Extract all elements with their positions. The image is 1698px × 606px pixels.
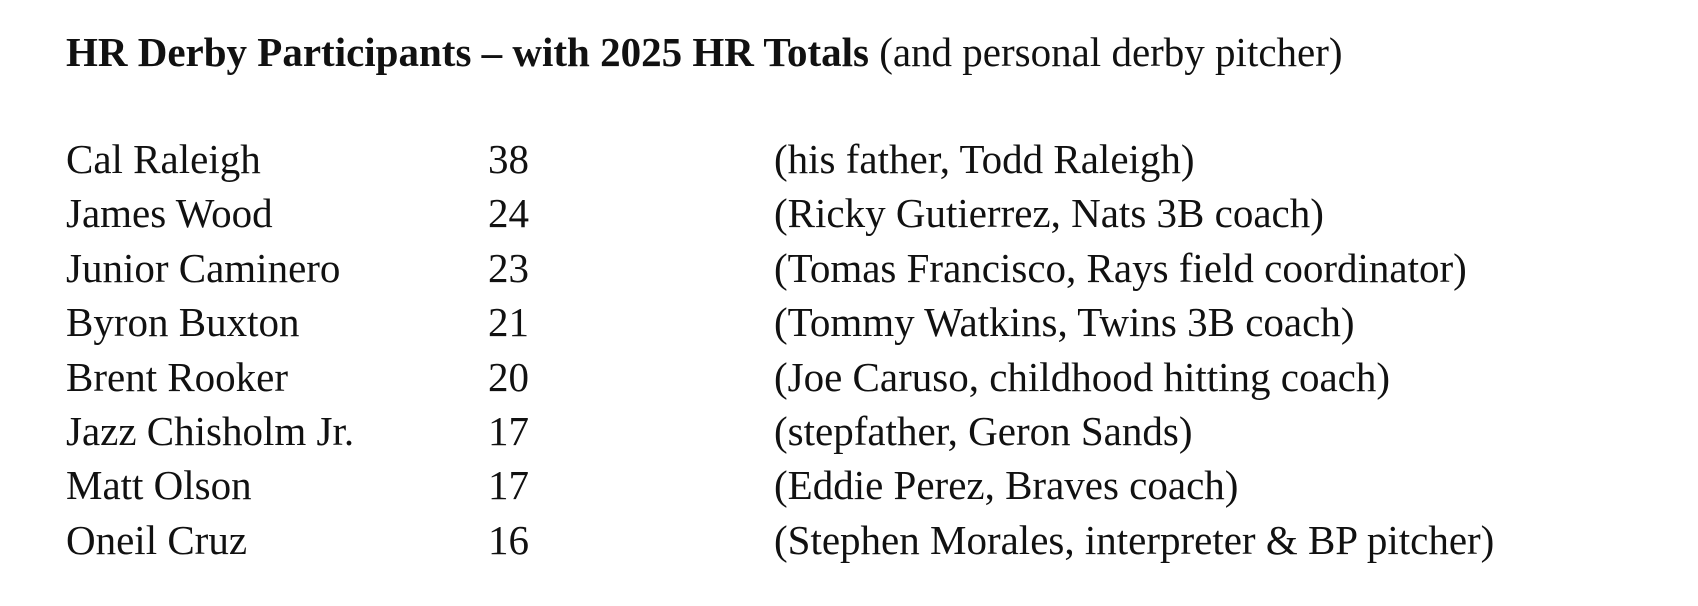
page-title	[66, 24, 1666, 80]
hr-total: 23	[488, 244, 529, 291]
hr-total: 21	[488, 299, 529, 346]
player-name: Byron Buxton	[66, 299, 300, 346]
title-main: HR Derby Participants – with 2025 HR Totals	[66, 29, 869, 75]
player-name: Junior Caminero	[66, 244, 341, 291]
participants-list	[66, 132, 1666, 567]
derby-pitcher: (Eddie Perez, Braves coach)	[774, 462, 1239, 509]
derby-pitcher: (Stephen Morales, interpreter & BP pitcher)	[774, 516, 1495, 563]
participant-row	[66, 186, 1666, 240]
player-name: Oneil Cruz	[66, 516, 248, 563]
derby-pitcher: (Tomas Francisco, Rays field coordinator)	[774, 244, 1467, 291]
derby-pitcher: (stepfather, Geron Sands)	[774, 407, 1193, 454]
participant-row	[66, 513, 1666, 567]
title-note: (and personal derby pitcher)	[868, 29, 1343, 75]
player-name: Matt Olson	[66, 462, 252, 509]
derby-pitcher: (Ricky Gutierrez, Nats 3B coach)	[774, 190, 1324, 237]
participant-row	[66, 404, 1666, 458]
hr-total: 16	[488, 516, 529, 563]
hr-total: 17	[488, 462, 529, 509]
player-name: Brent Rooker	[66, 353, 289, 400]
player-name: Cal Raleigh	[66, 136, 261, 182]
hr-total: 17	[488, 407, 529, 454]
participant-row	[66, 241, 1666, 295]
hr-total: 24	[488, 190, 529, 237]
derby-pitcher: (Tommy Watkins, Twins 3B coach)	[774, 299, 1355, 346]
participant-row	[66, 132, 1666, 186]
player-name: Jazz Chisholm Jr.	[66, 407, 355, 454]
derby-pitcher: (his father, Todd Raleigh)	[774, 136, 1195, 182]
document	[66, 24, 1666, 563]
derby-pitcher: (Joe Caruso, childhood hitting coach)	[774, 353, 1391, 400]
player-name: James Wood	[66, 190, 273, 237]
participant-row	[66, 458, 1666, 512]
hr-total: 38	[488, 136, 529, 182]
participant-row	[66, 350, 1666, 404]
participant-row	[66, 295, 1666, 349]
hr-total: 20	[488, 353, 529, 400]
